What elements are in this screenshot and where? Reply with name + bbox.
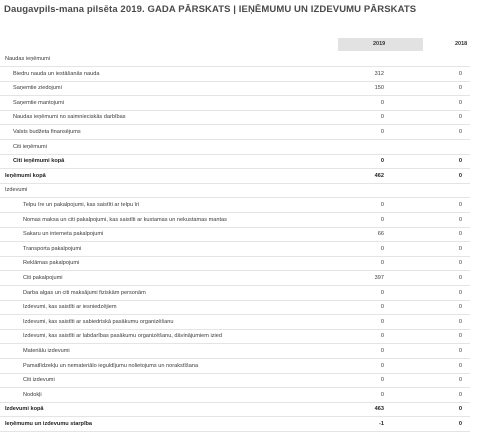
row-label: Darba algas un citi maksājumi fiziskām personām: [23, 289, 146, 296]
table-row: [0, 315, 470, 330]
table-row: [0, 96, 470, 111]
value-2018: 0: [458, 275, 462, 281]
table-row: [0, 417, 470, 432]
row-label: Reklāmas pakalpojumi: [23, 260, 80, 267]
value-2018: 0: [458, 377, 462, 384]
row-label: Saņemtie mantojumi: [13, 99, 64, 106]
row-label: Valsts budžeta finansējums: [13, 129, 81, 135]
row-label: Saņemtie ziedojumi: [13, 85, 62, 92]
table-row: [0, 52, 470, 67]
row-label: Izdevumi, kas saistīti ar iesniedzējiem: [23, 304, 117, 311]
row-label: Ieņēmumi kopā: [5, 172, 46, 179]
value-2018: 0: [458, 333, 462, 340]
table-row: [0, 110, 470, 125]
value-2019: 0: [380, 114, 384, 121]
value-2018: 0: [458, 231, 462, 238]
page-title: Daugavpils-mana pilsēta 2019. GADA PĀRSKATS | IEŅĒMUMU UN IZDEVUMU PĀRSKATS: [4, 4, 417, 15]
value-2018: 0: [458, 245, 462, 252]
row-label: Citi ieņēmumi: [13, 143, 47, 150]
value-2018: 0: [458, 260, 462, 267]
value-2018: 0: [458, 304, 462, 311]
row-label: Biedru nauda un iestāšanās nauda: [13, 70, 100, 77]
value-2018: 0: [458, 85, 462, 92]
value-2018: 0: [458, 70, 462, 77]
value-2018: 0: [458, 202, 462, 208]
value-2019: 312: [374, 70, 384, 77]
table-row: [0, 67, 470, 82]
value-2018: 0: [458, 348, 462, 354]
value-2019: 0: [380, 333, 384, 340]
table-row: [0, 125, 470, 140]
column-header-2019: 2019: [373, 41, 386, 47]
value-2018: 0: [458, 216, 462, 223]
table-row: [0, 154, 470, 169]
value-2019: 0: [380, 99, 384, 106]
row-label: Izdevumi, kas saistīti ar labdarības pasākumu organizēšanu, dāvinājumiem izied: [23, 333, 222, 340]
table-row: [0, 271, 470, 286]
value-2019: 0: [380, 304, 384, 311]
value-2018: 0: [458, 406, 462, 413]
row-label: Naudas ieņēmumi no saimnieciskās darbības: [13, 114, 126, 121]
row-label: Materiālu izdevumi: [23, 348, 70, 354]
row-label: Pamatlīdzekļu un nemateriālo ieguldījumu nolietojums un norakstīšana: [23, 362, 199, 369]
row-label: Citi ieņēmumi kopā: [13, 158, 65, 165]
value-2018: 0: [458, 114, 462, 121]
row-label: Citi izdevumi: [23, 377, 55, 384]
table-row: [0, 81, 470, 96]
value-2018: 0: [458, 129, 462, 135]
value-2019: 463: [374, 406, 384, 413]
row-label: Sakaru un interneta pakalpojumi: [23, 231, 104, 238]
value-2019: 0: [380, 318, 384, 325]
value-2019: 0: [380, 377, 384, 384]
value-2018: 0: [458, 172, 462, 179]
row-label: Telpu īre un pakalpojumi, kas saistīti ar telpu īri: [23, 202, 140, 208]
value-2018: 0: [458, 289, 462, 296]
value-2019: 0: [380, 202, 384, 208]
row-label: Izdevumi: [5, 187, 28, 194]
value-2018: 0: [458, 158, 462, 165]
table-row: [0, 373, 470, 388]
column-header-2018: 2018: [455, 41, 468, 47]
value-2019: 0: [380, 362, 384, 369]
value-2019: 66: [377, 231, 384, 238]
value-2019: 0: [380, 158, 384, 165]
value-2019: 0: [380, 289, 384, 296]
value-2019: -1: [379, 421, 384, 427]
table-row: [0, 169, 470, 184]
table-row: [0, 344, 470, 359]
value-2019: 397: [374, 275, 384, 281]
value-2019: 150: [374, 85, 384, 92]
value-2018: 0: [458, 362, 462, 369]
table-row: [0, 213, 470, 228]
value-2019: 0: [380, 216, 384, 223]
value-2019: 0: [380, 348, 384, 354]
value-2019: 0: [380, 129, 384, 135]
table-row: [0, 388, 470, 403]
value-2019: 0: [380, 391, 384, 398]
row-label: Naudas ieņēmumi: [5, 56, 51, 62]
table-row: [0, 359, 470, 374]
value-2018: 0: [458, 391, 462, 398]
table-row: [0, 242, 470, 257]
table-row: [0, 198, 470, 213]
row-label: Citi pakalpojumi: [23, 275, 63, 281]
value-2019: 462: [374, 172, 384, 179]
row-label: Izdevumi kopā: [5, 406, 44, 413]
table-row: [0, 286, 470, 301]
row-label: Ieņēmumu un izdevumu starpība: [5, 421, 93, 427]
row-label: Nomas maksa un citi pakalpojumi, kas saistīti ar kustamas un nekustamas mantas: [23, 216, 227, 223]
row-label: Transporta pakalpojumi: [23, 245, 82, 252]
table-row: [0, 300, 470, 315]
value-2019: 0: [380, 260, 384, 267]
value-2019: 0: [380, 245, 384, 252]
table-row: [0, 256, 470, 271]
row-label: Nodokļi: [23, 391, 42, 398]
value-2018: 0: [458, 99, 462, 106]
table-row: [0, 402, 470, 417]
table-row: [0, 227, 470, 242]
row-label: Izdevumi, kas saistīti ar sabiedriskā pasākumu organizēšanu: [23, 318, 174, 325]
value-2018: 0: [458, 318, 462, 325]
table-row: [0, 183, 470, 198]
value-2018: 0: [458, 421, 462, 427]
table-row: [0, 140, 470, 155]
table-row: [0, 329, 470, 344]
